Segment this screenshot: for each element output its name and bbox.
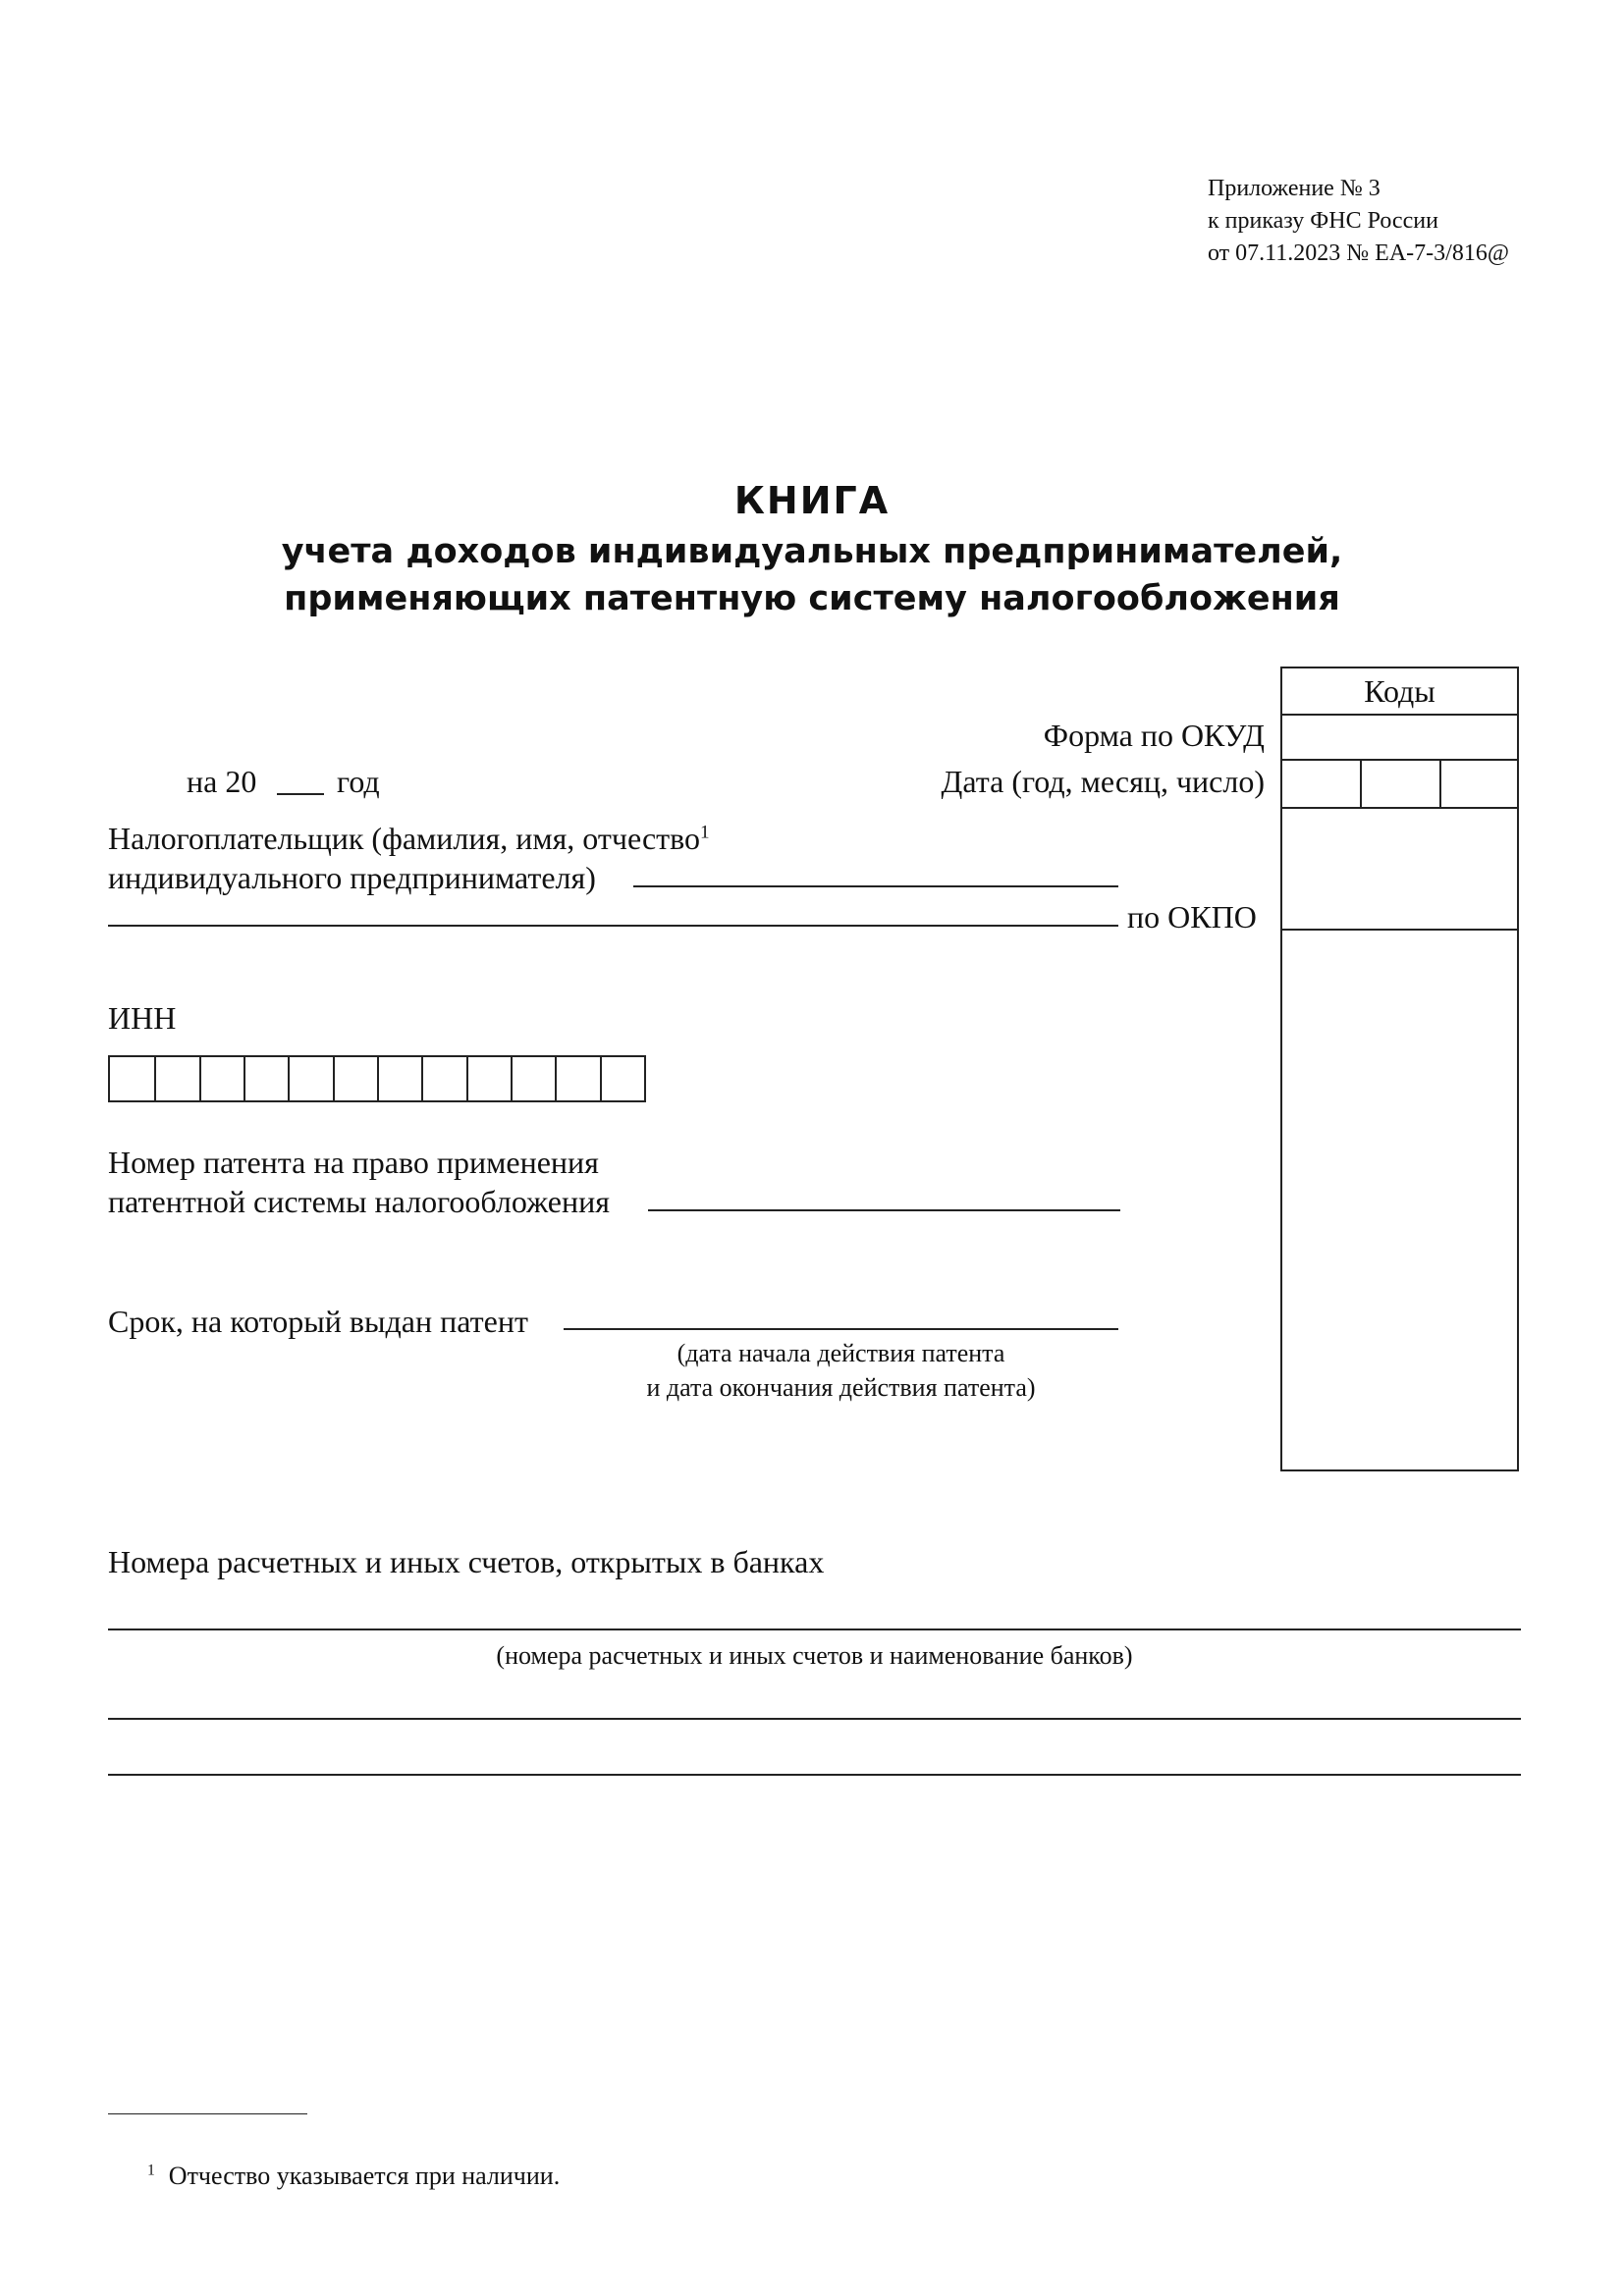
- inn-cell[interactable]: [333, 1057, 377, 1100]
- term-input-line[interactable]: [564, 1328, 1118, 1330]
- date-day-cell[interactable]: [1441, 761, 1517, 807]
- inn-cell[interactable]: [377, 1057, 421, 1100]
- footnote-number: 1: [147, 2162, 155, 2179]
- okpo-label: по ОКПО: [1127, 899, 1257, 934]
- footnote-text: Отчество указывается при наличии.: [168, 2162, 561, 2190]
- patent-number-line[interactable]: [648, 1209, 1120, 1211]
- patent-label-line-2: патентной системы налогообложения: [108, 1184, 610, 1219]
- title-line-3: применяющих патентную систему налогообложения: [284, 579, 1340, 618]
- okud-code-cell[interactable]: [1282, 716, 1517, 761]
- date-year-cell[interactable]: [1282, 761, 1360, 807]
- term-label: Срок, на который выдан патент: [108, 1304, 528, 1339]
- inn-field[interactable]: [108, 1055, 646, 1102]
- inn-cell[interactable]: [154, 1057, 198, 1100]
- taxpayer-label-text: Налогоплательщик (фамилия, имя, отчество: [108, 821, 701, 856]
- inn-cell[interactable]: [110, 1057, 154, 1100]
- term-hint-line-2: и дата окончания действия патента): [646, 1373, 1036, 1402]
- appendix-line-1: Приложение № 3: [1208, 176, 1380, 201]
- document-title: [0, 473, 1624, 622]
- appendix-note: [1208, 173, 1509, 270]
- year-suffix: год: [337, 764, 380, 799]
- term-hint-line-1: (дата начала действия патента: [677, 1339, 1005, 1367]
- taxpayer-label-line-1: [108, 819, 710, 858]
- date-label: Дата (год, месяц, число): [941, 764, 1265, 799]
- accounts-line-1[interactable]: [108, 1629, 1521, 1630]
- accounts-label: Номера расчетных и иных счетов, открытых в банках: [108, 1544, 825, 1579]
- inn-cell[interactable]: [466, 1057, 511, 1100]
- patent-label-line-1: Номер патента на право применения: [108, 1145, 599, 1180]
- inn-cell[interactable]: [288, 1057, 332, 1100]
- footnote-separator: [108, 2113, 307, 2114]
- appendix-line-3: от 07.11.2023 № ЕА-7-3/816@: [1208, 240, 1509, 266]
- okud-label: Форма по ОКУД: [1043, 718, 1265, 753]
- accounts-line-3[interactable]: [108, 1774, 1521, 1776]
- date-month-cell[interactable]: [1362, 761, 1439, 807]
- footnote: [147, 2160, 560, 2192]
- codes-header: Коды: [1364, 673, 1435, 709]
- inn-cell[interactable]: [555, 1057, 599, 1100]
- codes-box: [1280, 667, 1519, 1471]
- title-main: КНИГА: [733, 479, 891, 522]
- inn-cell[interactable]: [199, 1057, 244, 1100]
- year-input-line[interactable]: [277, 793, 324, 795]
- inn-label: ИНН: [108, 1000, 177, 1036]
- taxpayer-name-line-2[interactable]: [108, 925, 1118, 927]
- accounts-line-2[interactable]: [108, 1718, 1521, 1720]
- appendix-line-2: к приказу ФНС России: [1208, 208, 1438, 234]
- codes-empty-area: [1282, 931, 1517, 1469]
- taxpayer-name-line-1[interactable]: [633, 885, 1118, 887]
- inn-cell[interactable]: [511, 1057, 555, 1100]
- footnote-ref: 1: [700, 822, 710, 843]
- inn-cell[interactable]: [600, 1057, 644, 1100]
- title-line-2: учета доходов индивидуальных предпринимателей,: [281, 532, 1343, 571]
- taxpayer-label-line-2: индивидуального предпринимателя): [108, 860, 596, 895]
- codes-header-row: [1282, 668, 1517, 716]
- inn-cell[interactable]: [244, 1057, 288, 1100]
- year-prefix: на 20: [187, 764, 257, 799]
- okpo-code-cell[interactable]: [1282, 809, 1517, 931]
- accounts-hint: (номера расчетных и иных счетов и наименование банков): [496, 1641, 1133, 1670]
- inn-cell[interactable]: [421, 1057, 465, 1100]
